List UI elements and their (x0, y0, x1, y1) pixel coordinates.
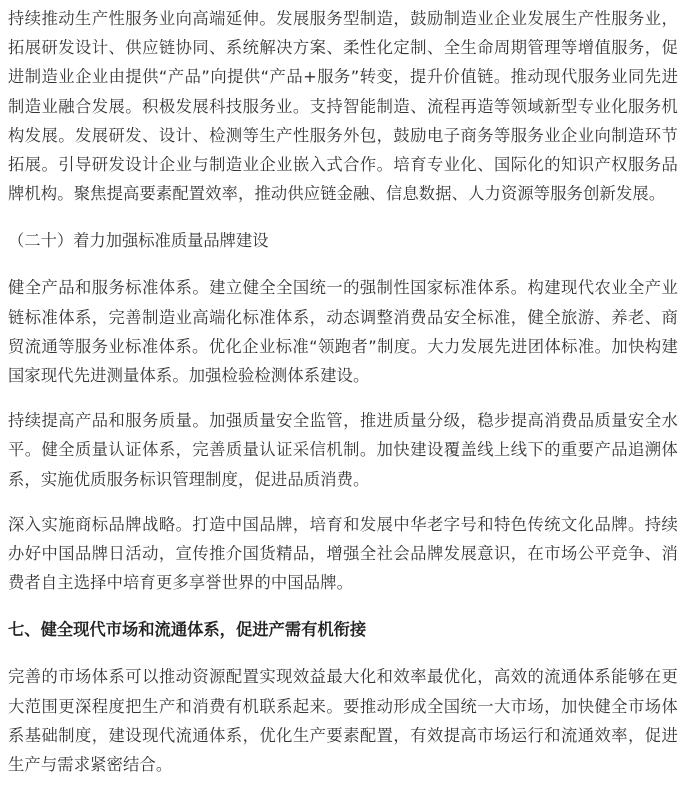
paragraph-brand-strategy: 深入实施商标品牌战略。打造中国品牌，培育和发展中华老字号和特色传统文化品牌。持续办好中国品牌日活动，宣传推介国货精品，增强全社会品牌发展意识，在市场公平竞争、消费者自主选择中培育更多享誉世界的中国品牌。 (8, 514, 678, 593)
article-body (8, 4, 678, 779)
section-heading-market-circulation: 七、健全现代市场和流通体系，促进产需有机衔接 (8, 620, 367, 640)
paragraph-market-system: 完善的市场体系可以推动资源配置实现效益最大化和效率最优化，高效的流通体系能够在更大范围更深程度把生产和消费有机联系起来。要推动形成全国统一大市场，加快健全市场体系基础制度，建设现代流通体系，优化生产要素配置，有效提高市场运行和流通效率，促进生产与需求紧密结合。 (8, 667, 678, 775)
paragraph-quality-improvement: 持续提高产品和服务质量。加强质量安全监管，推进质量分级，稳步提高消费品质量安全水平。健全质量认证体系，完善质量认证采信机制。加快建设覆盖线上线下的重要产品追溯体系，实施优质服务标识管理制度，促进品质消费。 (8, 411, 678, 489)
paragraph-standards-system: 健全产品和服务标准体系。建立健全全国统一的强制性国家标准体系。构建现代农业全产业链标准体系，完善制造业高端化标准体系，动态调整消费品安全标准，健全旅游、养老、商贸流通等服务业标准体系。优化企业标准“领跑者”制度。大力发展先进团体标准。加快构建国家现代先进测量体系。加强检验检测体系建设。 (8, 278, 678, 386)
subheading-standards-quality-brand: （二十）着力加强标准质量品牌建设 (8, 231, 269, 251)
paragraph-producer-services: 持续推动生产性服务业向高端延伸。发展服务型制造，鼓励制造业企业发展生产性服务业，拓展研发设计、供应链协同、系统解决方案、柔性化定制、全生命周期管理等增值服务，促进制造业企业由提供“产品”向提供“产品+服务”转变，提升价值链。推动现代服务业同先进制造业融合发展。积极发展科技服务业。支持智能制造、流程再造等领域新型专业化服务机构发展。发展研发、设计、检测等生产性服务外包，鼓励电子商务等服务业企业向制造环节拓展。引导研发设计企业与制造业企业嵌入式合作。培育专业化、国际化的知识产权服务品牌机构。聚焦提高要素配置效率，推动供应链金融、信息数据、人力资源等服务创新发展。 (8, 9, 678, 204)
